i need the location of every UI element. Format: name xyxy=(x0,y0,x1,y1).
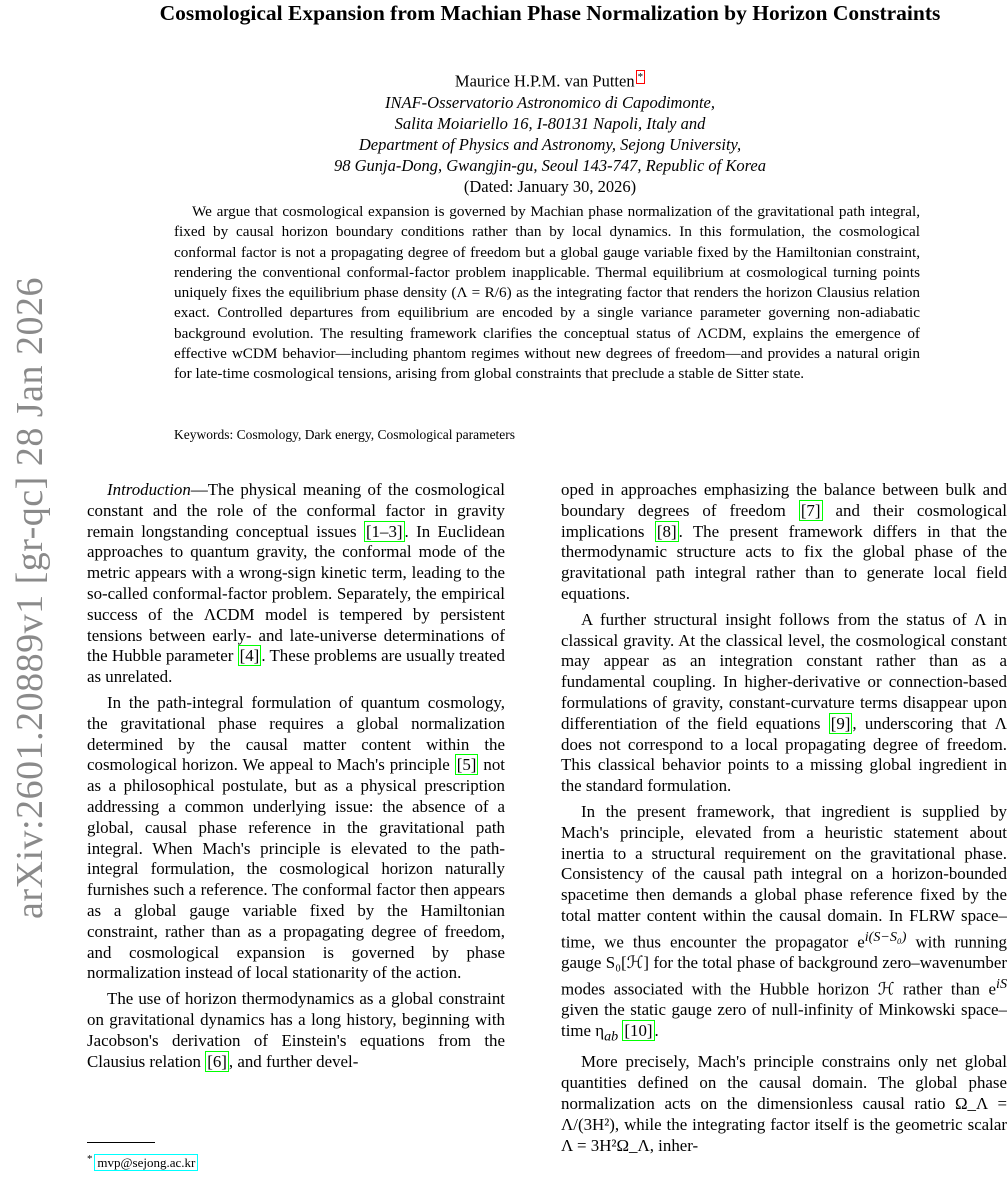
text-run: A further structural insight follows from the status of Λ in classical gravity. At the classical level, the cosmological constant may appear as an integration constant rather than as a fundamental coupling. In higher-derivative or connection-based formulations of gravity, constant-curvature terms disappear upon differentiation of the field equations xyxy=(561,609,1007,733)
citation-link[interactable]: [8] xyxy=(656,521,677,541)
math-superscript: iS xyxy=(996,975,1007,992)
text-run: The use of horizon thermodynamics as a global constraint on gravitational dynamics has a long history, beginning with Jacobson's derivation of Einstein's equations from the Clausius relation xyxy=(87,989,505,1071)
text-run: given the static gauge zero of null-infinity of Minkowski space–time η xyxy=(561,1000,1007,1041)
text-run: . xyxy=(654,1021,659,1041)
affiliation-line: Department of Physics and Astronomy, Sejong University, xyxy=(358,134,742,154)
text-run: In the present framework, that ingredient is supplied by Mach's principle, elevated from a heuristic statement about inertia to a structural requirement on the gravitational phase. Consistency of the causal path integral on a horizon-bounded spacetime then demands a global phase reference fixed by the total matter content within the causal domain. In FLRW space–time, we thus encounter the propagator e xyxy=(561,801,1007,952)
paper-title: Cosmological Expansion from Machian Phase Normalization by Horizon Constraints xyxy=(159,1,941,25)
citation-link[interactable]: [7] xyxy=(800,500,821,520)
footnote-divider xyxy=(87,1142,155,1143)
text-run: . These problems are usually treated as unrelated. xyxy=(87,646,505,687)
abstract: We argue that cosmological expansion is governed by Machian phase normalization of the gravitational path integral, fixed by causal horizon boundary conditions rather than by local dynamics. In this formulation, the cosmological conformal factor is not a propagating degree of freedom but a global gauge variable fixed by the Hamiltonian constraint, rendering the conventional conformal-factor problem inapplicable. Thermal equilibrium at cosmological turning points uniquely fixes the equilibrium phase density (Λ = R/6) as the integrating factor that renders the horizon Clausius relation exact. Controlled departures from equilibrium are encoded by a single variance parameter governing non-adiabatic background evolution. The resulting framework clarifies the conceptual status of ΛCDM, explains the emergence of effective wCDM behavior—including phantom regimes without new degrees of freedom—and provides a natural origin for late-time cosmological tensions, arising from global constraints that preclude a stable de Sitter state. xyxy=(174,203,920,383)
text-run: oped in approaches emphasizing the balance between bulk and boundary degrees of freedom xyxy=(561,480,1007,520)
email-link[interactable]: mvp@sejong.ac.kr xyxy=(94,1154,198,1171)
citation-link[interactable]: [9] xyxy=(830,713,851,733)
author-line xyxy=(200,70,900,92)
keywords: Keywords: Cosmology, Dark energy, Cosmological parameters xyxy=(174,427,516,442)
text-run: —The physical meaning of the cosmological constant and the role of the conformal factor in gravity remain longstanding conceptual issues xyxy=(87,480,505,541)
author-footnote-link[interactable]: * xyxy=(637,71,644,83)
text-run: . In Euclidean approaches to quantum gravity, the conformal mode of the metric appears with a wrong-sign kinetic term, leading to the so-called conformal-factor problem. Separately, the empirical success of the ΛCDM model is tempered by persistent tensions between early- and late-universe determinations of the Hubble parameter xyxy=(87,521,505,666)
affiliation-line: 98 Gunja-Dong, Gwangjin-gu, Seoul 143-747, Republic of Korea xyxy=(333,155,766,175)
paragraph xyxy=(87,480,505,688)
paragraph xyxy=(561,480,1007,605)
text-run: . The present framework differs in that the thermodynamic structure acts to fix the global phase of the gravitational path integral rather than to generate local field equations. xyxy=(561,521,1007,603)
dated-line: (Dated: January 30, 2026) xyxy=(463,176,637,196)
citation-link[interactable]: [10] xyxy=(624,1021,653,1041)
paragraph xyxy=(87,693,505,984)
arxiv-side-stamp xyxy=(2,277,58,919)
footnote-mark: * xyxy=(87,1153,93,1165)
citation-link[interactable]: [4] xyxy=(239,646,260,666)
footnote xyxy=(87,1150,198,1172)
author-block xyxy=(200,70,900,197)
math-subscript: ab xyxy=(604,1028,619,1045)
text-run: with running gauge S₀[ℋ] for the total phase of background zero–wavenumber modes associated with the Hubble horizon ℋ rather than e xyxy=(561,932,1007,999)
paragraph xyxy=(87,989,505,1072)
math-superscript: i(S−S₀) xyxy=(864,928,907,945)
text-run: , and further devel- xyxy=(228,1051,359,1071)
left-column xyxy=(87,480,505,1077)
author-name: Maurice H.P.M. van Putten xyxy=(454,71,635,91)
paragraph xyxy=(561,802,1007,1047)
affiliation-line: Salita Moiariello 16, I-80131 Napoli, Italy and xyxy=(394,113,706,133)
affiliation-line: INAF-Osservatorio Astronomico di Capodimonte, xyxy=(385,92,715,112)
paragraph xyxy=(561,610,1007,797)
citation-link[interactable]: [5] xyxy=(456,755,477,775)
citation-link[interactable]: [1–3] xyxy=(365,521,403,541)
text-run: In the path-integral formulation of quantum cosmology, the gravitational phase requires a global normalization determined by the causal matter content within the cosmological horizon. We appeal to Mach's principle xyxy=(87,692,505,775)
text-run: , underscoring that Λ does not correspond to a local propagating degree of freedom. This classical behavior points to a missing global ingredient in the standard formulation. xyxy=(561,713,1007,796)
text-run: not as a philosophical postulate, but as a physical prescription addressing a common underlying issue: the absence of a global, causal phase reference in the gravitational path integral. When Mach's principle is elevated to the path-integral formulation, the cosmological horizon naturally furnishes such a reference. The conformal factor then appears as a global gauge variable fixed by the Hamiltonian constraint, rather than as a propagating degree of freedom, and cosmological expansion is governed by phase normalization instead of local stationarity of the action. xyxy=(87,755,505,983)
right-column xyxy=(561,480,1007,1161)
paragraph: More precisely, Mach's principle constrains only net global quantities defined on the causal domain. The global phase normalization acts on the dimensionless causal ratio Ω_Λ = Λ/(3H²), while the integrating factor itself is the geometric scalar Λ = 3H²Ω_Λ, inher- xyxy=(561,1052,1007,1155)
citation-link[interactable]: [6] xyxy=(207,1051,227,1071)
arxiv-stamp-text: arXiv:2601.20889v1 [gr-qc] 28 Jan 2026 xyxy=(9,277,51,919)
text-run: and their cosmological implications xyxy=(561,500,1007,541)
section-lead: Introduction xyxy=(107,480,191,499)
